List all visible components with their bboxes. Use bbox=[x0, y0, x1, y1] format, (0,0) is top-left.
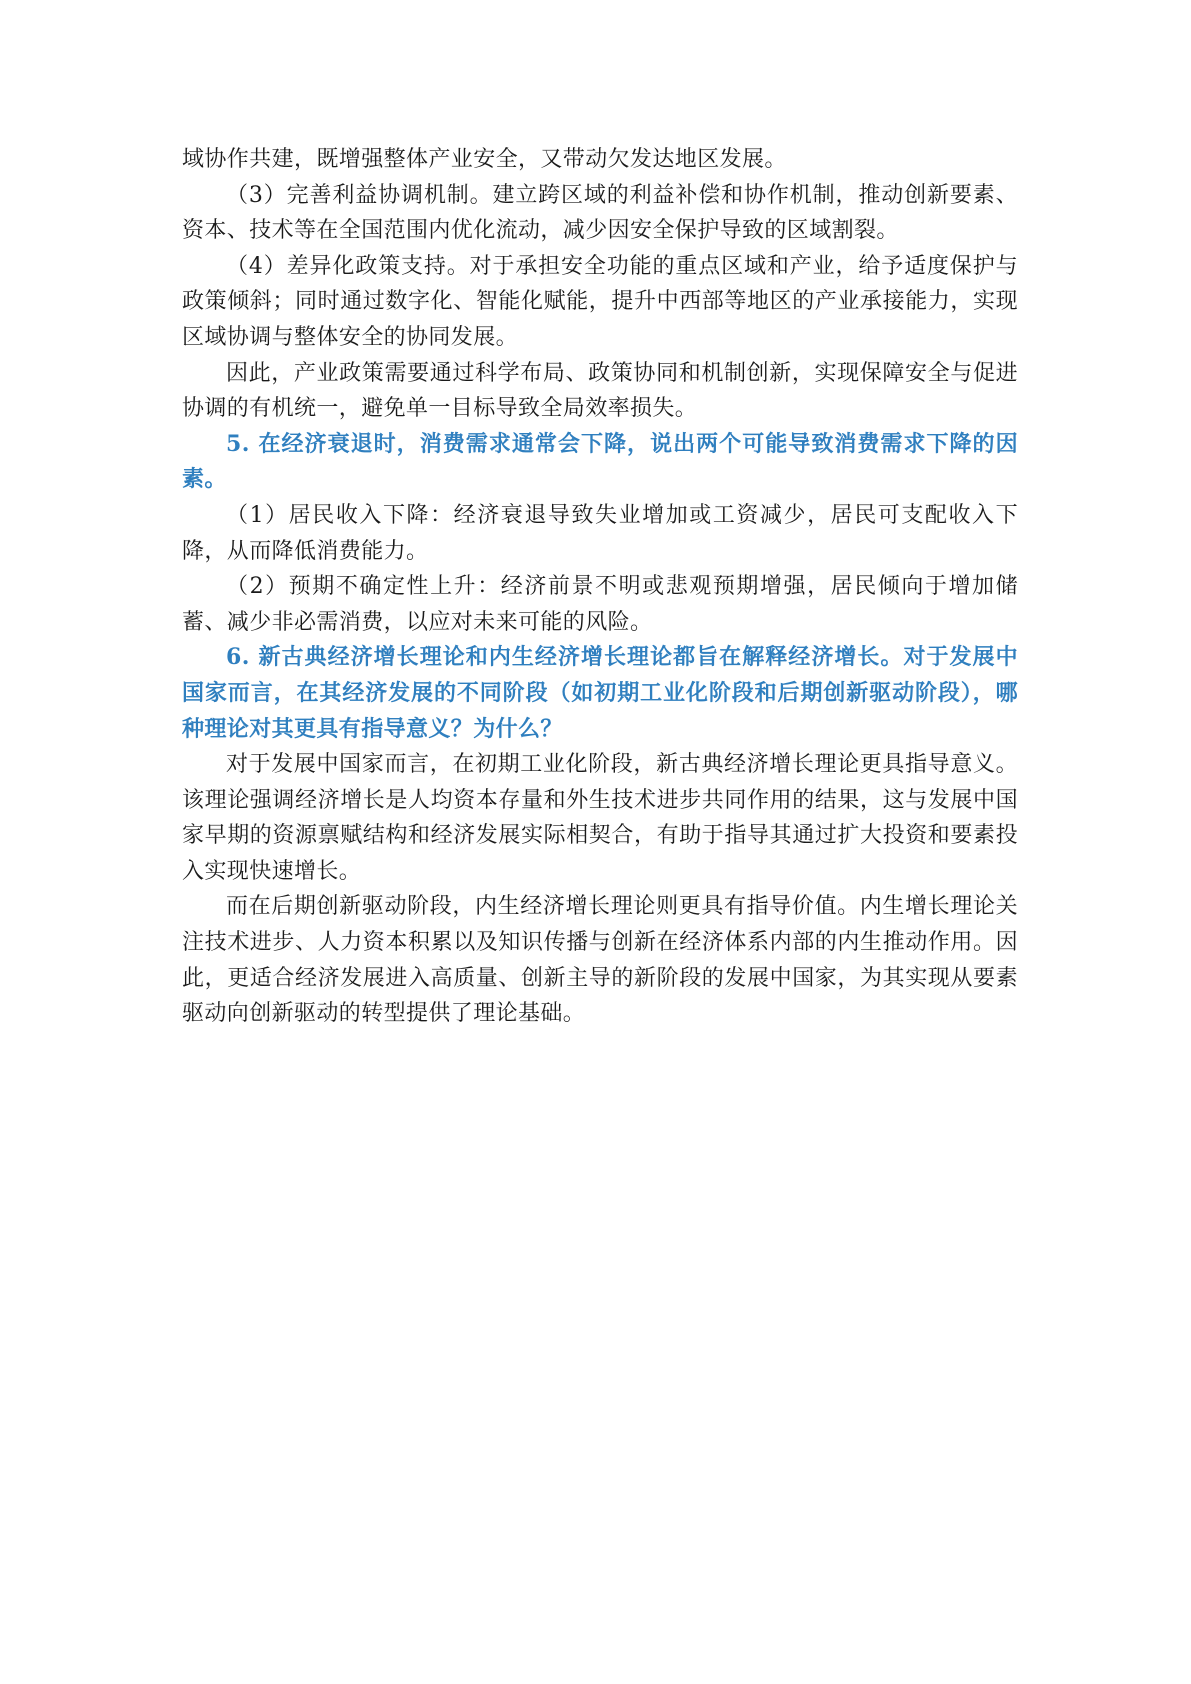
answer-6-paragraph-1: 对于发展中国家而言，在初期工业化阶段，新古典经济增长理论更具指导意义。该理论强调经济增长是人均资本存量和外生技术进步共同作用的结果，这与发展中国家早期的资源禀赋结构和经济发展实际相契合，有助于指导其通过扩大投资和要素投入实现快速增长。 bbox=[182, 752, 1018, 884]
answer-5-item-1: （1）居民收入下降：经济衰退导致失业增加或工资减少，居民可支配收入下降，从而降低消费能力。 bbox=[182, 502, 1018, 564]
document-body bbox=[182, 142, 1018, 1032]
answer-5-item-2: （2）预期不确定性上升：经济前景不明或悲观预期增强，居民倾向于增加储蓄、减少非必需消费，以应对未来可能的风险。 bbox=[182, 574, 1018, 635]
paragraph-continuation: 域协作共建，既增强整体产业安全，又带动欠发达地区发展。 bbox=[182, 147, 787, 172]
paragraph-item-3: （3）完善利益协调机制。建立跨区域的利益补偿和协作机制，推动创新要素、资本、技术等在全国范围内优化流动，减少因安全保护导致的区域割裂。 bbox=[182, 182, 1018, 244]
paragraph-item-4: （4）差异化政策支持。对于承担安全功能的重点区域和产业，给予适度保护与政策倾斜；同时通过数字化、智能化赋能，提升中西部等地区的产业承接能力，实现区域协调与整体安全的协同发展。 bbox=[182, 253, 1018, 350]
answer-6-paragraph-2: 而在后期创新驱动阶段，内生经济增长理论则更具有指导价值。内生增长理论关注技术进步、人力资本积累以及知识传播与创新在经济体系内部的内生推动作用。因此，更适合经济发展进入高质量、创新主导的新阶段的发展中国家，为其实现从要素驱动向创新驱动的转型提供了理论基础。 bbox=[182, 894, 1018, 1027]
paragraph-conclusion: 因此，产业政策需要通过科学布局、政策协同和机制创新，实现保障安全与促进协调的有机统一，避免单一目标导致全局效率损失。 bbox=[182, 360, 1018, 422]
question-5-heading: 5. 在经济衰退时，消费需求通常会下降，说出两个可能导致消费需求下降的因素。 bbox=[182, 430, 1018, 493]
question-6-heading: 6. 新古典经济增长理论和内生经济增长理论都旨在解释经济增长。对于发展中国家而言，在其经济发展的不同阶段（如初期工业化阶段和后期创新驱动阶段），哪种理论对其更具有指导意义？为什么？ bbox=[182, 644, 1018, 742]
